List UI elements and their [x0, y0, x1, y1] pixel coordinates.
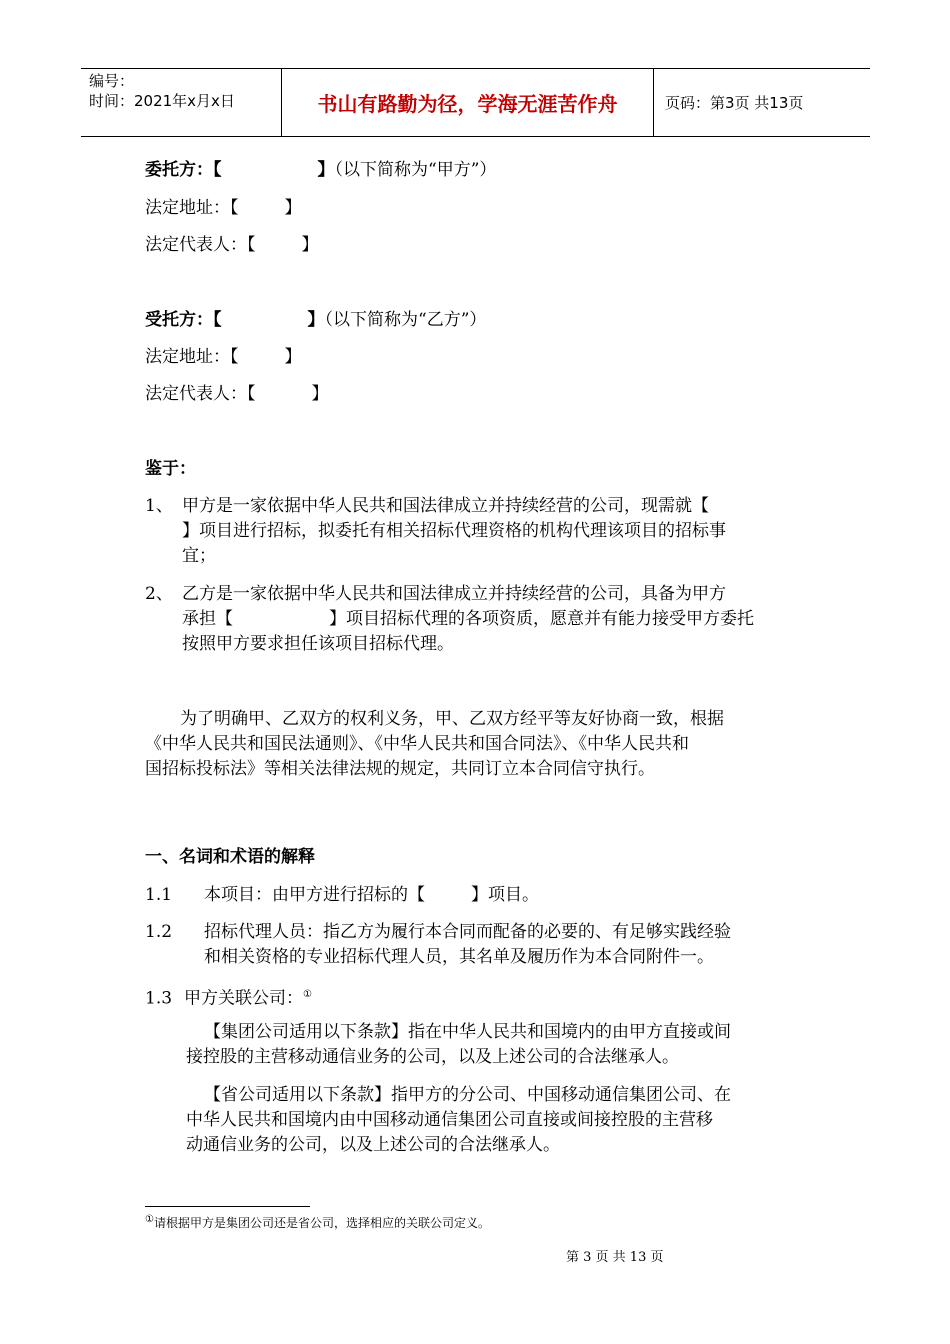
- footnote: [145, 1212, 490, 1231]
- province-clause-line3: 动通信业务的公司，以及上述公司的合法继承人。: [186, 1135, 560, 1155]
- footnote-mark: ①: [145, 1214, 154, 1225]
- agent-rep: 法定代表人：【 】: [145, 384, 329, 404]
- header-motto: 书山有路勤为径，学海无涯苦作舟: [282, 69, 654, 136]
- agent-line: [145, 308, 486, 332]
- preamble-line2: 《中华人民共和国民法通则》、《中华人民共和国合同法》、《中华人民共和: [145, 734, 689, 754]
- whereas-1-line2: 】项目进行招标，拟委托有相关招标代理资格的机构代理该项目的招标事: [182, 521, 726, 541]
- principal-address: 法定地址：【 】: [145, 198, 302, 218]
- doc-number: 编号：: [89, 72, 135, 90]
- whereas-2-num: 2、: [145, 584, 173, 604]
- whereas-1-line1: 甲方是一家依据中华人民共和国法律成立并持续经营的公司，现需就【: [182, 496, 709, 516]
- preamble-line1: 为了明确甲、乙双方的权利义务，甲、乙双方经平等友好协商一致，根据: [180, 709, 724, 729]
- whereas-1-line3: 宜；: [182, 546, 216, 566]
- clause-1-2-line2: 和相关资格的专业招标代理人员，其名单及履历作为本合同附件一。: [204, 947, 714, 967]
- agent-address: 法定地址：【 】: [145, 347, 302, 367]
- whereas-title: 鉴于：: [145, 459, 196, 479]
- whereas-2-line3: 按照甲方要求担任该项目招标代理。: [182, 634, 454, 654]
- footnote-text: 请根据甲方是集团公司还是省公司，选择相应的关联公司定义。: [153, 1216, 490, 1230]
- agent-label: 受托方：【: [145, 310, 222, 330]
- principal-close: 】: [317, 160, 335, 180]
- preamble-line3: 国招标投标法》等相关法律法规的规定，共同订立本合同信守执行。: [145, 759, 655, 779]
- clause-1-2-num: 1.2: [145, 922, 173, 942]
- header-meta: [81, 69, 282, 136]
- clause-1-3: [145, 983, 312, 1011]
- principal-line: [145, 158, 496, 182]
- whereas-1-num: 1、: [145, 496, 173, 516]
- clause-1-1-num: 1.1: [145, 885, 173, 905]
- province-clause-line2: 中华人民共和国境内由中国移动通信集团公司直接或间接控股的主营移: [186, 1110, 713, 1130]
- principal-label: 委托方：【: [145, 160, 222, 180]
- footnote-ref: ①: [303, 989, 313, 1000]
- whereas-2-line1: 乙方是一家依据中华人民共和国法律成立并持续经营的公司，具备为甲方: [182, 584, 726, 604]
- principal-note: （以下简称为“甲方”）: [334, 160, 497, 180]
- clause-1-2-line1: 招标代理人员：指乙方为履行本合同而配备的必要的、有足够实践经验: [204, 922, 731, 942]
- group-clause-line2: 接控股的主营移动通信业务的公司，以及上述公司的合法继承人。: [186, 1047, 679, 1067]
- whereas-2-line2: 承担【 】项目招标代理的各项资质，愿意并有能力接受甲方委托: [182, 609, 754, 629]
- clause-1-1-text: 本项目：由甲方进行招标的【 】项目。: [204, 885, 539, 905]
- section1-title: 一、名词和术语的解释: [145, 847, 315, 867]
- page-footer: 第 3 页 共 13 页: [566, 1250, 664, 1265]
- principal-rep: 法定代表人：【 】: [145, 235, 319, 255]
- clause-1-3-text: 甲方关联公司：: [184, 988, 304, 1009]
- header-page-info: 页码：第3页 共13页: [665, 94, 804, 112]
- footnote-divider: [145, 1206, 310, 1207]
- clause-1-3-num: 1.3: [145, 988, 173, 1009]
- page-header: [81, 68, 870, 137]
- agent-note: （以下简称为“乙方”）: [324, 310, 487, 330]
- province-clause-line1: 【省公司适用以下条款】指甲方的分公司、中国移动通信集团公司、在: [204, 1085, 731, 1105]
- agent-close: 】: [307, 310, 325, 330]
- doc-time: 时间：2021年x月x日: [89, 92, 235, 110]
- group-clause-line1: 【集团公司适用以下条款】指在中华人民共和国境内的由甲方直接或间: [204, 1022, 731, 1042]
